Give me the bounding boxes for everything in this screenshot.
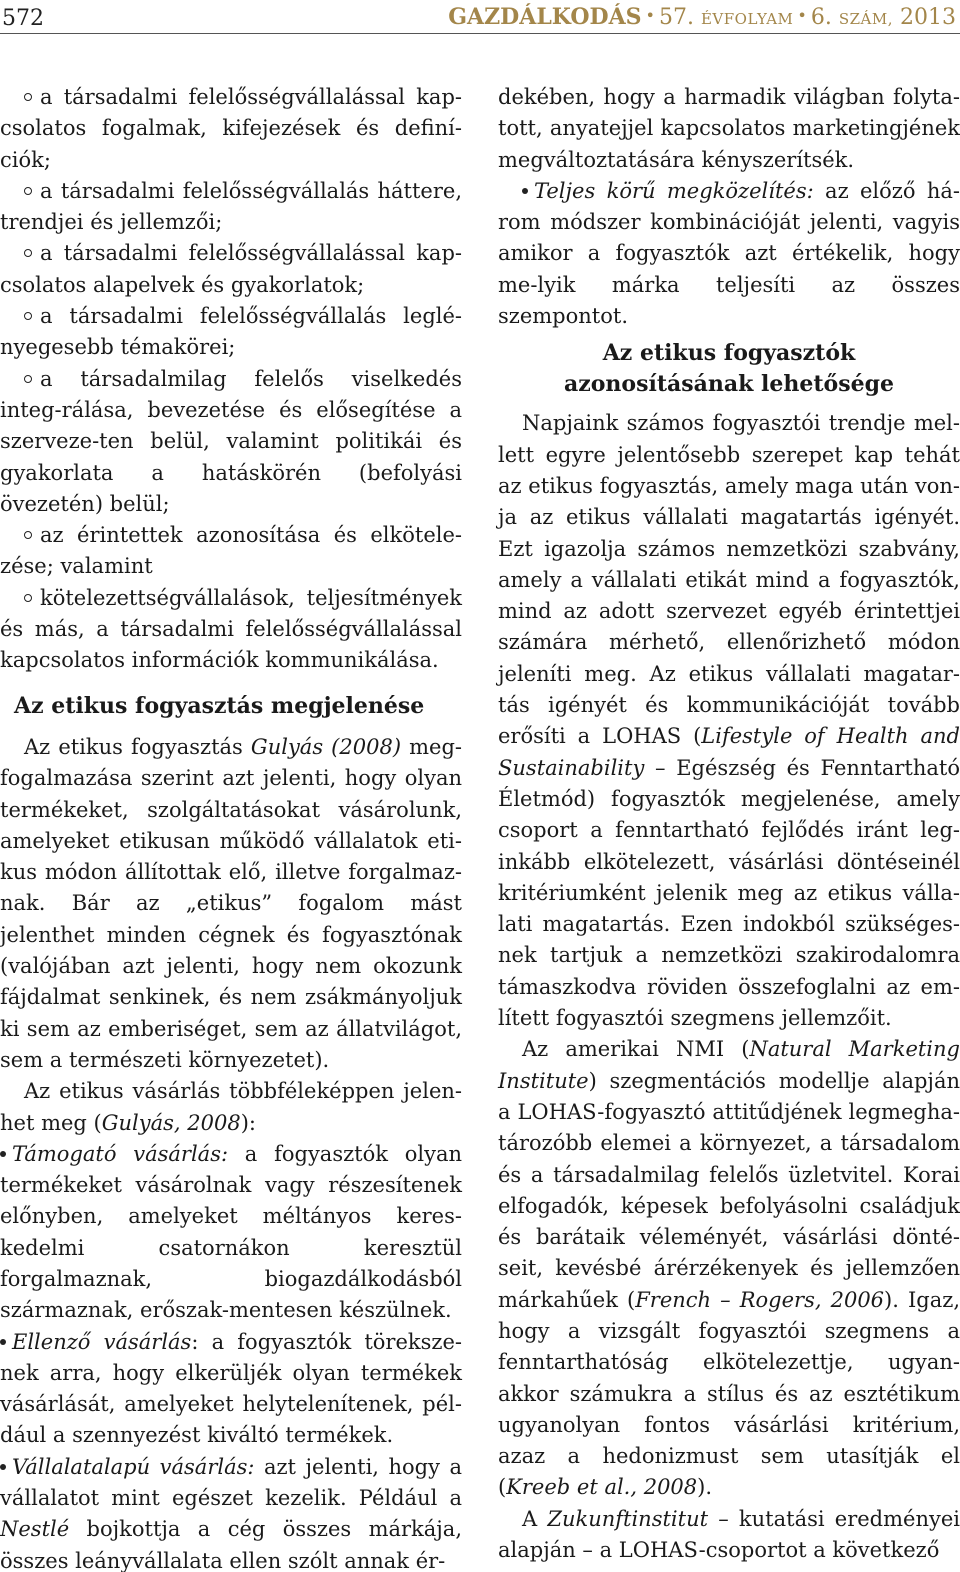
ring-bullet-item: kötelezettségvállalások, teljesítmények és más, a társadalmi felelősségvállalással kapcsolatos információk kommunikálása. (0, 585, 462, 673)
section-heading: Az etikus fogyasztók azonosításának lehetősége (564, 340, 894, 398)
citation: French – Rogers, 2006 (635, 1287, 885, 1312)
paragraph: Az etikus vásárlás többféleképpen jelen-het meg (Gulyás, 2008): (0, 1079, 462, 1135)
dot-bullet-icon (0, 1151, 6, 1157)
citation: Kreeb et al., 2008 (506, 1475, 698, 1500)
issue-word: SZÁM, (838, 10, 893, 28)
dot-bullet-item: Vállalatalapú vásárlás: azt jelenti, hogy a vállalatot mint egészet kezelik. Például a Nestlé bojkottja a cég összes márkája, összes leányvállalata ellen szólt annak ér- (0, 1454, 462, 1572)
dot-bullet-item: Támogató vásárlás: a fogyasztók olyan termékeket vásárolnak vagy részesítenek előnyben, amelyeket méltányos keres-kedelmi csatornákon keresztül forgalmaznak, biogazdálkodásból származnak, erőszak-mentesen készülnek. (0, 1141, 462, 1323)
dot-bullet-item: Ellenző vásárlás: a fogyasztók töreksze-nek arra, hogy elkerüljék olyan termékek vásárlását, amelyeket helytelenítenek, pél-dául a szennyezést kiváltó termékek. (0, 1329, 462, 1448)
volume-word: ÉVFOLYAM (700, 10, 794, 28)
paragraph: Az amerikai NMI (Natural Marketing Institute) szegmentációs modellje alapján a LOHAS-fogyasztó attitűdjének legmegha-tározóbb elemei a környezet, a társadalom és a társadalmilag felelős üzletvitel. Korai elfogadók, képesek befolyásolni családjuk és barátaik véleményét, vásárlási dönté-seit, kevésbé árérzékenyek és jellemzően márkahűek (French – Rogers, 2006). Igaz, hogy a vizsgált fogyasztói szegmens a fenntarthatóság elkötelezettje, ugyan-akkor számukra a stílus és az esztétikum ugyanolyan fontos vásárlási kritérium, azaz a hedonizmust sem utasítják el (Kreeb et al., 2008). (498, 1037, 960, 1500)
ring-bullet-icon (24, 375, 32, 383)
journal-info (448, 4, 956, 30)
issue-number: 6. (810, 5, 832, 30)
section-heading: Az etikus fogyasztás megjelenése (14, 692, 425, 719)
paragraph: Napjaink számos fogyasztói trendje mel-lett egyre jelentősebb szerepet kap tehát az etikus fogyasztás, amely maga után von-ja az etikus vállalati magatartás igényét. Ezt igazolja számos nemzetközi szabvány, amely a vállalati etikát mind a fogyasztók, mind az adott szervezet egyéb érintettjei számára mérhető, ellenőrizhető módon jeleníti meg. Az etikus vállalati magatar-tás igényét és kommunikációját tovább erősíti a LOHAS (Lifestyle of Health and Sustainability – Egészség és Fenntartható Életmód) fogyasztók megjelenése, amely csoport a fenntartható fejlődés iránt leg-inkább elkötelezett, vásárlási döntéseinél kritériumként jelenik meg az etikus válla-lati magatartás. Ezen indokból szükséges-nek tartjuk a nemzetközi szakirodalomra támaszkodva röviden összefoglalni az em-lített fogyasztói szegmens jellemzőit. (498, 411, 960, 1031)
paragraph: A Zukunftinstitut – kutatási eredményei alapján – a LOHAS-csoportot a következő (498, 1506, 960, 1563)
ring-bullet-icon (24, 187, 32, 195)
separator-bullet: • (797, 6, 807, 25)
term: Teljes körű megközelítés: (534, 178, 814, 203)
paragraph: Az etikus fogyasztás Gulyás (2008) meg-fogalmazása szerint azt jelenti, hogy olyan termékeket, szolgáltatásokat vásárolunk, amelyeket etikusan működő vállalatok eti-kus módon állítottak elő, illetve forgalmaz-nak. Bár az „etikus” fogalom mást jelenthet minden cégnek és fogyasztónak (valójában azt jelenti, hogy nem okozunk fájdalmat senkinek, és nem zsákmányoljuk ki sem az emberiséget, sem az állatvilágot, sem a természeti környezetet). (0, 734, 462, 1072)
ring-bullet-icon (24, 594, 32, 602)
dot-bullet-icon (522, 188, 528, 194)
ring-bullet-item: a társadalmi felelősségvállalás leglé-nyegesebb témakörei; (0, 304, 462, 360)
ring-bullet-item: a társadalmi felelősségvállalással kap-csolatos alapelvek és gyakorlatok; (0, 241, 462, 297)
term: Ellenző vásárlás (12, 1329, 192, 1354)
dot-bullet-icon (0, 1339, 6, 1345)
term: Vállalatalapú vásárlás: (12, 1454, 255, 1479)
paragraph-continuation: dekében, hogy a harmadik világban folyta-tott, anyatejjel kapcsolatos marketingjének megváltoztatására kényszerítsék. (498, 85, 960, 172)
ring-bullet-item: az érintettek azonosítása és elkötele-zése; valamint (0, 523, 462, 579)
ring-bullet-icon (24, 249, 32, 257)
separator-bullet: • (645, 6, 655, 25)
right-column (498, 82, 960, 1566)
left-column (0, 82, 462, 1572)
running-header (0, 0, 960, 36)
dot-bullet-icon (0, 1464, 6, 1470)
citation: Gulyás, 2008 (101, 1110, 241, 1135)
citation: Gulyás (2008) (250, 734, 402, 759)
ring-bullet-item: a társadalmi felelősségvállalással kap-csolatos fogalmak, kifejezések és definí-ciók; (0, 85, 462, 172)
journal-name: GAZDÁLKODÁS (448, 4, 642, 30)
dot-bullet-item: Teljes körű megközelítés: az előző há-rom módszer kombinációját jelenti, vagyis amikor a fogyasztók azt értékelik, hogy me-lyik márka teljesíti az összes szempontot. (498, 178, 960, 329)
term: Támogató vásárlás: (12, 1141, 229, 1166)
brand-name: Nestlé (0, 1517, 70, 1542)
ring-bullet-item: a társadalmilag felelős viselkedés integ-rálása, bevezetése és elősegítése a szerveze-ten belül, valamint politikái és gyakorlata a hatáskörén (befolyási övezetén) belül; (0, 366, 462, 516)
ring-bullet-item: a társadalmi felelősségvállalás háttere, trendjei és jellemzői; (0, 178, 462, 235)
ring-bullet-icon (24, 93, 32, 101)
volume-number: 57. (658, 5, 694, 30)
page-number: 572 (2, 6, 44, 31)
ring-bullet-icon (24, 312, 32, 320)
year: 2013 (900, 5, 956, 30)
header-rule (0, 33, 960, 34)
ring-bullet-icon (24, 531, 32, 539)
